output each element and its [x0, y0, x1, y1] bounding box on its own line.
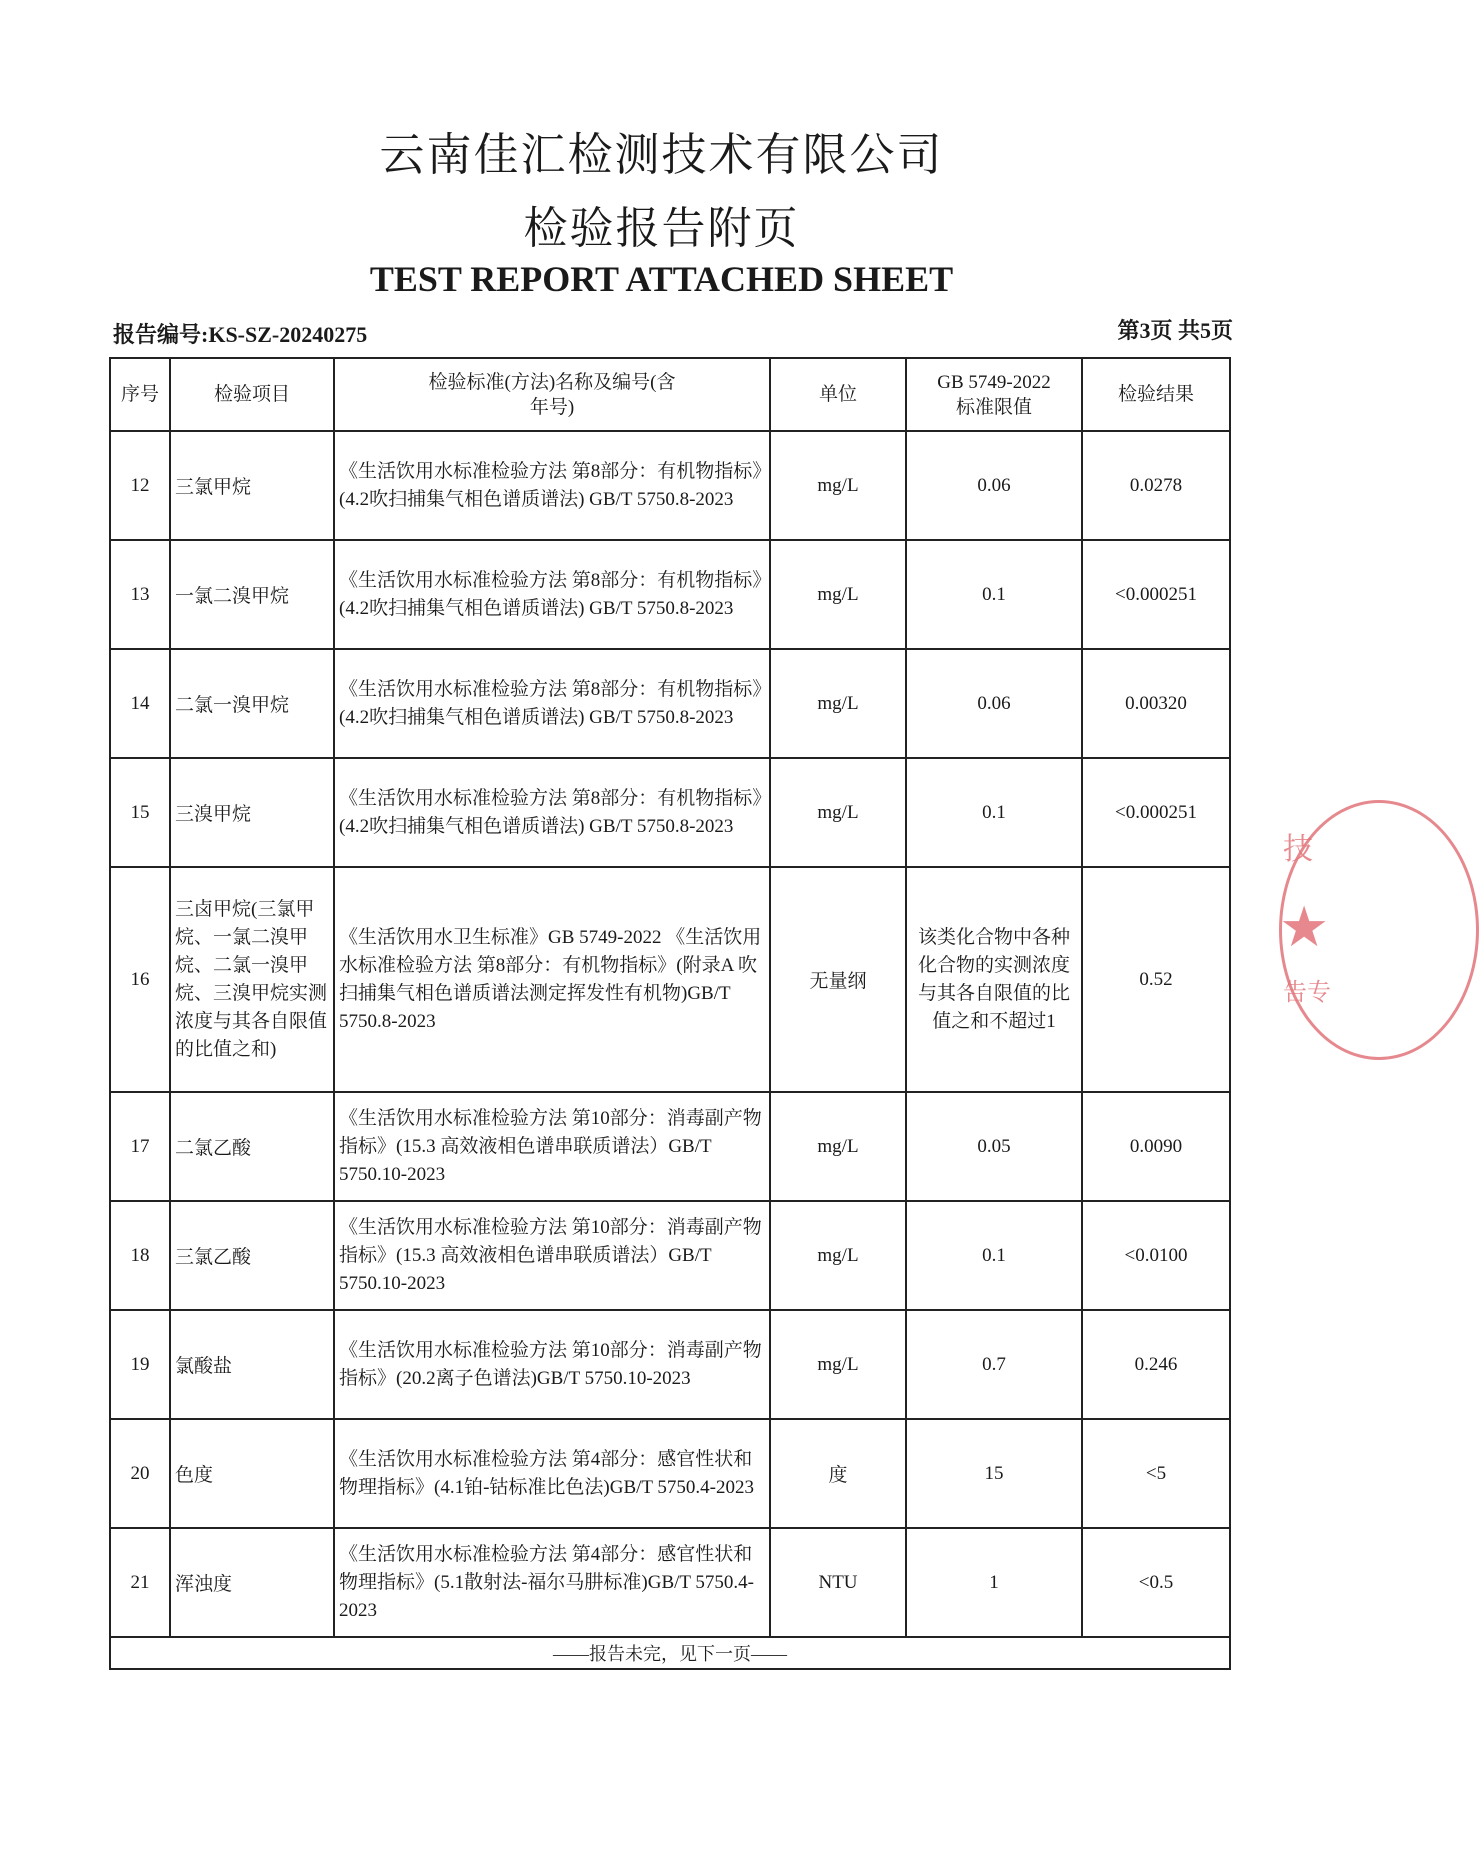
- cell-unit: mg/L: [770, 1092, 906, 1201]
- cell-limit: 0.1: [906, 1201, 1082, 1310]
- seal-char-bottom: 告专: [1283, 978, 1331, 1006]
- cell-no: 18: [110, 1201, 170, 1310]
- table-row: [110, 1092, 1230, 1201]
- cell-no: 13: [110, 540, 170, 649]
- cell-no: 15: [110, 758, 170, 867]
- cell-unit: mg/L: [770, 1310, 906, 1419]
- document-type-title: 检验报告附页: [523, 203, 800, 254]
- cell-standard: 《生活饮用水卫生标准》GB 5749-2022 《生活饮用水标准检验方法 第8部分：有机物指标》(附录A 吹扫捕集气相色谱质谱法测定挥发性有机物)GB/T 5750.8-2023: [334, 867, 770, 1092]
- official-seal-stamp: [1273, 800, 1333, 1060]
- table-header-row: [110, 358, 1230, 431]
- table-row: [110, 1201, 1230, 1310]
- cell-limit: 15: [906, 1419, 1082, 1528]
- table-row: [110, 649, 1230, 758]
- cell-no: 14: [110, 649, 170, 758]
- cell-unit: mg/L: [770, 431, 906, 540]
- cell-result: <0.000251: [1082, 758, 1230, 867]
- cell-unit: mg/L: [770, 649, 906, 758]
- continuation-note: ——报告未完，见下一页——: [110, 1637, 1230, 1669]
- table-footer-row: [110, 1637, 1230, 1669]
- cell-limit: 0.7: [906, 1310, 1082, 1419]
- cell-result: 0.0278: [1082, 431, 1230, 540]
- cell-result: <0.5: [1082, 1528, 1230, 1637]
- col-header-limit: GB 5749-2022标准限值: [906, 358, 1082, 431]
- table-row: [110, 1310, 1230, 1419]
- cell-result: 0.246: [1082, 1310, 1230, 1419]
- table-row: [110, 540, 1230, 649]
- seal-char-top: 技: [1283, 832, 1313, 867]
- cell-unit: NTU: [770, 1528, 906, 1637]
- cell-result: 0.00320: [1082, 649, 1230, 758]
- cell-item: 浑浊度: [170, 1528, 334, 1637]
- cell-result: 0.52: [1082, 867, 1230, 1092]
- cell-item: 三卤甲烷(三氯甲烷、一氯二溴甲烷、二氯一溴甲烷、三溴甲烷实测浓度与其各自限值的比值之和): [170, 867, 334, 1092]
- cell-unit: mg/L: [770, 1201, 906, 1310]
- english-title: TEST REPORT ATTACHED SHEET: [369, 259, 954, 299]
- cell-limit: 1: [906, 1528, 1082, 1637]
- col-header-unit: 单位: [770, 358, 906, 431]
- cell-standard: 《生活饮用水标准检验方法 第10部分：消毒副产物指标》(15.3 高效液相色谱串联质谱法）GB/T 5750.10-2023: [334, 1201, 770, 1310]
- cell-standard: 《生活饮用水标准检验方法 第4部分：感官性状和物理指标》(5.1散射法-福尔马肼标准)GB/T 5750.4-2023: [334, 1528, 770, 1637]
- results-table: [109, 357, 1231, 1670]
- col-header-standard: 检验标准(方法)名称及编号(含年号): [334, 358, 770, 431]
- company-name: 云南佳汇检测技术有限公司: [379, 128, 944, 181]
- cell-unit: 度: [770, 1419, 906, 1528]
- cell-standard: 《生活饮用水标准检验方法 第8部分：有机物指标》(4.2吹扫捕集气相色谱质谱法) GB/T 5750.8-2023: [334, 758, 770, 867]
- col-header-result: 检验结果: [1082, 358, 1230, 431]
- cell-result: 0.0090: [1082, 1092, 1230, 1201]
- col-header-no: 序号: [110, 358, 170, 431]
- cell-limit: 0.05: [906, 1092, 1082, 1201]
- cell-result: <0.000251: [1082, 540, 1230, 649]
- cell-limit: 该类化合物中各种化合物的实测浓度与其各自限值的比值之和不超过1: [906, 867, 1082, 1092]
- seal-star-icon: ★: [1279, 895, 1330, 960]
- cell-no: 12: [110, 431, 170, 540]
- cell-unit: mg/L: [770, 758, 906, 867]
- table-row: [110, 431, 1230, 540]
- cell-item: 三氯甲烷: [170, 431, 334, 540]
- report-number: 报告编号:KS-SZ-20240275: [113, 322, 368, 347]
- col-header-item: 检验项目: [170, 358, 334, 431]
- cell-standard: 《生活饮用水标准检验方法 第10部分：消毒副产物指标》(15.3 高效液相色谱串联质谱法）GB/T 5750.10-2023: [334, 1092, 770, 1201]
- cell-limit: 0.1: [906, 758, 1082, 867]
- cell-item: 二氯一溴甲烷: [170, 649, 334, 758]
- table-row: [110, 1419, 1230, 1528]
- cell-standard: 《生活饮用水标准检验方法 第8部分：有机物指标》(4.2吹扫捕集气相色谱质谱法) GB/T 5750.8-2023: [334, 431, 770, 540]
- table-row: [110, 1528, 1230, 1637]
- cell-limit: 0.06: [906, 649, 1082, 758]
- cell-limit: 0.06: [906, 431, 1082, 540]
- cell-no: 21: [110, 1528, 170, 1637]
- cell-standard: 《生活饮用水标准检验方法 第8部分：有机物指标》(4.2吹扫捕集气相色谱质谱法) GB/T 5750.8-2023: [334, 649, 770, 758]
- cell-item: 一氯二溴甲烷: [170, 540, 334, 649]
- cell-no: 19: [110, 1310, 170, 1419]
- cell-item: 氯酸盐: [170, 1310, 334, 1419]
- cell-result: <5: [1082, 1419, 1230, 1528]
- cell-no: 17: [110, 1092, 170, 1201]
- cell-result: <0.0100: [1082, 1201, 1230, 1310]
- table-row: [110, 867, 1230, 1092]
- cell-limit: 0.1: [906, 540, 1082, 649]
- cell-item: 三溴甲烷: [170, 758, 334, 867]
- cell-standard: 《生活饮用水标准检验方法 第8部分：有机物指标》(4.2吹扫捕集气相色谱质谱法) GB/T 5750.8-2023: [334, 540, 770, 649]
- cell-unit: mg/L: [770, 540, 906, 649]
- cell-standard: 《生活饮用水标准检验方法 第4部分：感官性状和物理指标》(4.1铂-钴标准比色法)GB/T 5750.4-2023: [334, 1419, 770, 1528]
- cell-standard: 《生活饮用水标准检验方法 第10部分：消毒副产物指标》(20.2离子色谱法)GB/T 5750.10-2023: [334, 1310, 770, 1419]
- table-row: [110, 758, 1230, 867]
- cell-item: 二氯乙酸: [170, 1092, 334, 1201]
- page-indicator: 第3页 共5页: [1117, 318, 1233, 343]
- cell-no: 20: [110, 1419, 170, 1528]
- cell-item: 三氯乙酸: [170, 1201, 334, 1310]
- cell-unit: 无量纲: [770, 867, 906, 1092]
- cell-item: 色度: [170, 1419, 334, 1528]
- cell-no: 16: [110, 867, 170, 1092]
